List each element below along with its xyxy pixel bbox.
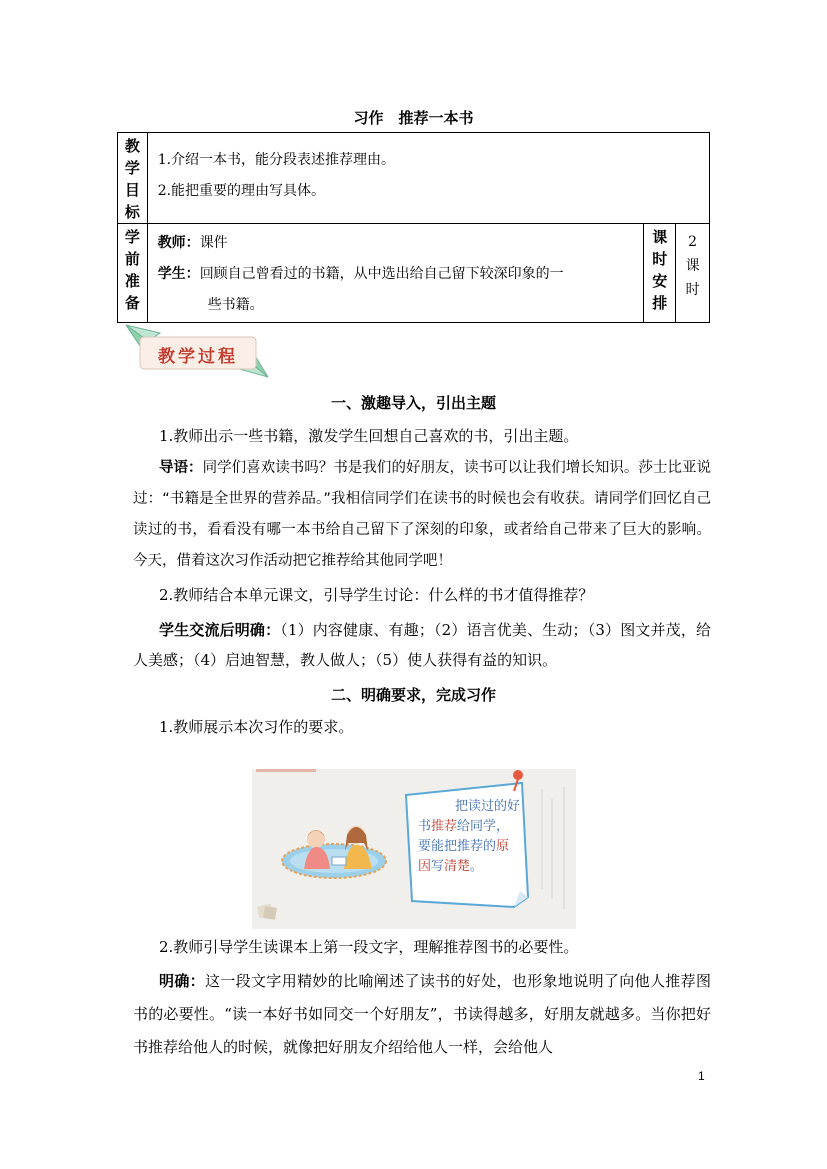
s1-paragraph-3: 2.教师结合本单元课文，引导学生讨论：什么样的书才值得推荐？: [159, 586, 594, 604]
teacher-label: 教师：: [157, 235, 200, 251]
clarify-label: 明确：: [159, 972, 206, 990]
s1-paragraph-intro: [133, 453, 711, 577]
card-line-4: [418, 857, 524, 877]
requirement-card-text: [418, 797, 524, 877]
time-label: [644, 224, 676, 323]
teacher-prep: [158, 228, 638, 259]
card-text-red: 推荐: [431, 819, 458, 834]
lesson-plan-table: [117, 132, 710, 323]
intro-text: 同学们喜欢读书吗？书是我们的好朋友，读书可以让我们增长知识。莎士比亚说过：“书籍是全世界的营养品。”我相信同学们在读书的时候也会有收获。请同学们回忆自己读过的书，看看没有哪一本书给自己留下了深刻的印象，或者给自己带来了巨大的影响。今天，借着这次习作活动把它推荐给其他同学吧！: [133, 460, 712, 569]
clarify-text: 这一段文字用精妙的比喻阐述了读书的好处，也形象地说明了向他人推荐图书的必要性。“读一本好书如同交一个好朋友”，书读得越多，好朋友就越多。当你把好书推荐给他人的时候，就像把好朋友介绍给他人一样，会给他人: [133, 972, 711, 1056]
card-line-1: 把读过的好: [454, 799, 520, 814]
conclusion-text: （1）内容健康、有趣；（2）语言优美、生动；（3）图文并茂，给人美感；（4）启迪智慧，教人做人；（5）使人获得有益的知识。: [133, 621, 711, 669]
card-text-red: 因: [418, 859, 432, 874]
banner-text: 教学过程: [158, 347, 238, 367]
section-heading: 一、激趣导入，引出主题: [330, 394, 496, 412]
card-text-blue: 。: [470, 859, 484, 874]
time-value: [676, 224, 710, 323]
intro-label: 导语：: [159, 460, 203, 476]
goals-row: [118, 133, 710, 224]
reading-girls-illustration: [252, 769, 576, 929]
prep-label: [118, 224, 148, 323]
teacher-text: 课件: [199, 235, 228, 251]
conclusion-label: 学生交流后明确：: [159, 621, 281, 639]
card-text-red: 原: [496, 839, 510, 854]
card-text-red: 清楚: [444, 859, 471, 874]
card-text-blue: 书: [418, 819, 432, 834]
time-label-text: 课时安排: [652, 228, 668, 312]
page-title: 习作 推荐一本书: [353, 109, 474, 127]
student-text-1: 回顾自己曾看过的书籍，从中选出给自己留下较深印象的一: [199, 266, 564, 282]
card-line-3: [418, 837, 524, 857]
page-number: 1: [698, 1069, 705, 1083]
s2-paragraph-2: 2.教师引导学生读课本上第一段文字，理解推荐图书的必要性。: [159, 938, 579, 956]
s2-paragraph-3: [133, 965, 711, 1064]
teaching-process-banner: [122, 323, 272, 381]
student-text-2: 些书籍。: [207, 297, 264, 313]
prep-row: [118, 224, 710, 323]
card-line-2: [418, 817, 524, 837]
time-value-num: 2: [688, 234, 698, 250]
card-text-blue: 要能把推荐的: [418, 839, 497, 854]
goals-label: [118, 133, 148, 224]
prep-label-text: 学前准备: [124, 228, 140, 312]
s2-paragraph-1: 1.教师展示本次习作的要求。: [159, 718, 354, 736]
time-value-unit: 课时: [685, 258, 700, 298]
prep-cell: [147, 224, 644, 323]
student-label: 学生：: [157, 266, 200, 282]
s1-paragraph-4: [133, 615, 711, 675]
card-text-blue: 写: [431, 859, 445, 874]
student-prep: [158, 259, 638, 290]
section-heading: 二、明确要求，完成习作: [330, 686, 496, 704]
card-text-blue: 给同学，: [457, 819, 510, 834]
goals-label-text: 教学目标: [124, 137, 140, 221]
goal-item: 2.能把重要的理由写具体。: [157, 183, 326, 199]
goals-cell: [147, 133, 709, 224]
goal-item: 1.介绍一本书，能分段表述推荐理由。: [157, 152, 396, 168]
s1-paragraph-1: 1.教师出示一些书籍，激发学生回想自己喜欢的书，引出主题。: [159, 427, 579, 445]
requirement-illustration: [252, 769, 576, 929]
